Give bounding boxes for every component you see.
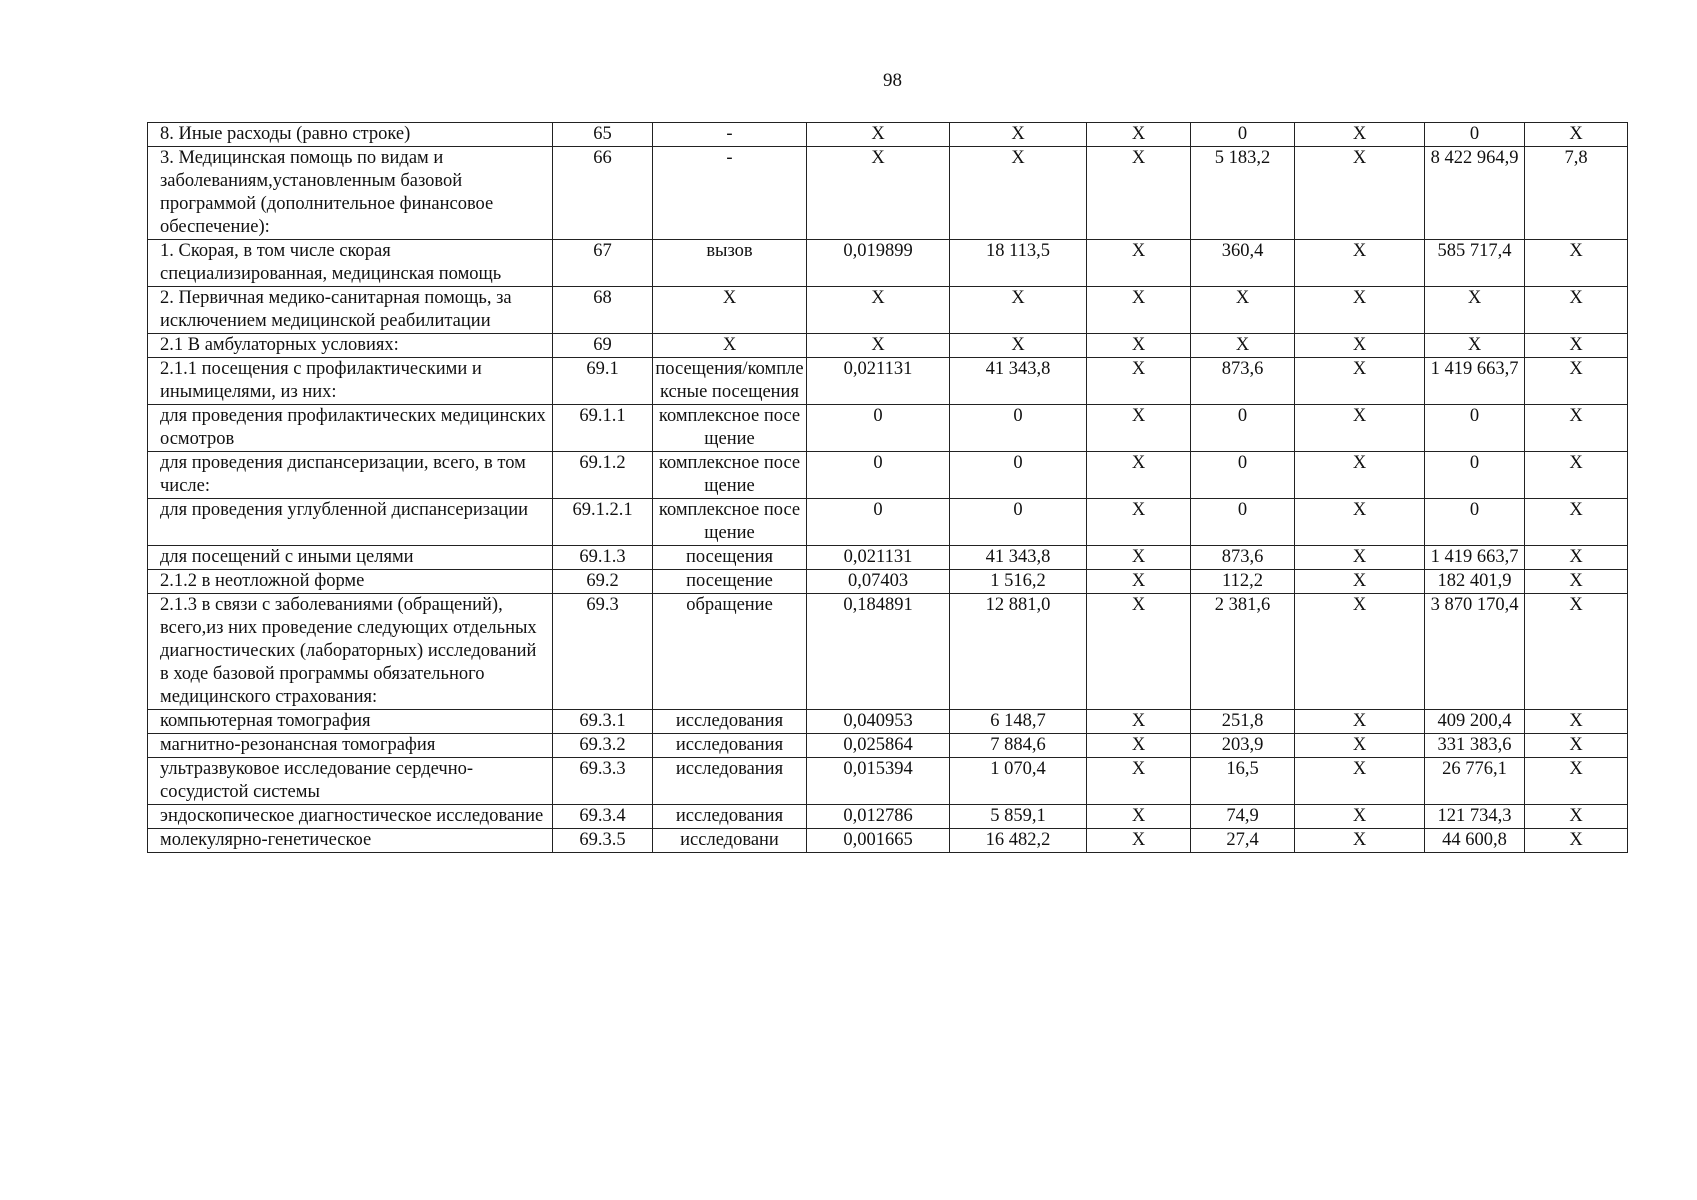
row-unit-cell: - [653, 123, 807, 147]
row-col8-cell: X [1295, 240, 1425, 287]
row-col10-cell: X [1525, 758, 1628, 805]
row-code-cell: 69.1 [553, 358, 653, 405]
row-unit-cell: X [653, 287, 807, 334]
row-col10-cell: 7,8 [1525, 147, 1628, 240]
row-col6-cell: X [1087, 123, 1191, 147]
row-code-cell: 67 [553, 240, 653, 287]
row-col10-cell: X [1525, 805, 1628, 829]
row-name-cell: 2.1.2 в неотложной форме [148, 570, 553, 594]
row-col7-cell: 5 183,2 [1191, 147, 1295, 240]
row-cost-cell: X [950, 287, 1087, 334]
row-code-cell: 69.3.5 [553, 829, 653, 853]
row-unit-cell: исследования [653, 758, 807, 805]
row-code-cell: 69.1.1 [553, 405, 653, 452]
row-col8-cell: X [1295, 405, 1425, 452]
row-unit-cell: комплексное посещение [653, 499, 807, 546]
row-col10-cell: X [1525, 405, 1628, 452]
row-col6-cell: X [1087, 240, 1191, 287]
row-volume-cell: 0,019899 [807, 240, 950, 287]
row-col9-cell: X [1425, 334, 1525, 358]
row-col6-cell: X [1087, 334, 1191, 358]
financing-table [147, 122, 1628, 853]
row-code-cell: 68 [553, 287, 653, 334]
row-col7-cell: 203,9 [1191, 734, 1295, 758]
row-col7-cell: 2 381,6 [1191, 594, 1295, 710]
row-cost-cell: 41 343,8 [950, 358, 1087, 405]
row-volume-cell: 0 [807, 405, 950, 452]
row-code-cell: 69 [553, 334, 653, 358]
row-col8-cell: X [1295, 334, 1425, 358]
row-name-cell: 1. Скорая, в том числе скорая специализированная, медицинская помощь [148, 240, 553, 287]
table-row [148, 594, 1628, 710]
row-unit-cell: исследования [653, 805, 807, 829]
row-col10-cell: X [1525, 334, 1628, 358]
row-name-cell: ультразвуковое исследование сердечно-сосудистой системы [148, 758, 553, 805]
row-unit-cell: комплексное посещение [653, 405, 807, 452]
row-cost-cell: 12 881,0 [950, 594, 1087, 710]
row-col7-cell: 873,6 [1191, 358, 1295, 405]
row-col7-cell: X [1191, 287, 1295, 334]
row-name-cell: для проведения углубленной диспансеризации [148, 499, 553, 546]
row-unit-cell: комплексное посещение [653, 452, 807, 499]
row-unit-cell: исследовани [653, 829, 807, 853]
table-row [148, 805, 1628, 829]
row-unit-cell: - [653, 147, 807, 240]
row-name-cell: 3. Медицинская помощь по видам и заболеваниям,установленным базовой программой (дополнительное финансовое обеспечение): [148, 147, 553, 240]
row-col8-cell: X [1295, 358, 1425, 405]
page-number: 98 [883, 70, 902, 91]
row-col9-cell: 1 419 663,7 [1425, 546, 1525, 570]
row-name-cell: для проведения диспансеризации, всего, в том числе: [148, 452, 553, 499]
row-code-cell: 66 [553, 147, 653, 240]
table-row [148, 829, 1628, 853]
row-col10-cell: X [1525, 594, 1628, 710]
row-volume-cell: 0,184891 [807, 594, 950, 710]
row-col10-cell: X [1525, 452, 1628, 499]
row-col9-cell: 0 [1425, 123, 1525, 147]
row-volume-cell: X [807, 334, 950, 358]
table-row [148, 287, 1628, 334]
row-col6-cell: X [1087, 452, 1191, 499]
row-cost-cell: 16 482,2 [950, 829, 1087, 853]
table-row [148, 546, 1628, 570]
row-cost-cell: 1 070,4 [950, 758, 1087, 805]
row-col6-cell: X [1087, 405, 1191, 452]
row-name-cell: 8. Иные расходы (равно строке) [148, 123, 553, 147]
row-col8-cell: X [1295, 829, 1425, 853]
row-col9-cell: 409 200,4 [1425, 710, 1525, 734]
row-cost-cell: 5 859,1 [950, 805, 1087, 829]
row-unit-cell: обращение [653, 594, 807, 710]
row-col6-cell: X [1087, 546, 1191, 570]
row-code-cell: 69.3.3 [553, 758, 653, 805]
row-cost-cell: X [950, 147, 1087, 240]
row-col6-cell: X [1087, 805, 1191, 829]
table-row [148, 570, 1628, 594]
row-col6-cell: X [1087, 147, 1191, 240]
table-row [148, 452, 1628, 499]
row-col9-cell: 3 870 170,4 [1425, 594, 1525, 710]
row-col7-cell: 112,2 [1191, 570, 1295, 594]
row-col6-cell: X [1087, 358, 1191, 405]
row-cost-cell: 7 884,6 [950, 734, 1087, 758]
row-col6-cell: X [1087, 499, 1191, 546]
row-volume-cell: 0 [807, 452, 950, 499]
row-col8-cell: X [1295, 287, 1425, 334]
row-col10-cell: X [1525, 710, 1628, 734]
row-col10-cell: X [1525, 570, 1628, 594]
table-row [148, 358, 1628, 405]
row-col8-cell: X [1295, 147, 1425, 240]
row-unit-cell: X [653, 334, 807, 358]
row-col8-cell: X [1295, 805, 1425, 829]
row-name-cell: 2. Первичная медико-санитарная помощь, за исключением медицинской реабилитации [148, 287, 553, 334]
row-name-cell: молекулярно-генетическое [148, 829, 553, 853]
row-col10-cell: X [1525, 123, 1628, 147]
row-code-cell: 69.3.1 [553, 710, 653, 734]
row-col9-cell: 331 383,6 [1425, 734, 1525, 758]
row-volume-cell: X [807, 287, 950, 334]
row-col8-cell: X [1295, 499, 1425, 546]
row-col9-cell: 8 422 964,9 [1425, 147, 1525, 240]
row-volume-cell: 0,040953 [807, 710, 950, 734]
row-volume-cell: X [807, 147, 950, 240]
row-name-cell: компьютерная томография [148, 710, 553, 734]
row-unit-cell: исследования [653, 710, 807, 734]
row-name-cell: эндоскопическое диагностическое исследование [148, 805, 553, 829]
row-name-cell: 2.1.1 посещения с профилактическими и инымицелями, из них: [148, 358, 553, 405]
row-code-cell: 69.2 [553, 570, 653, 594]
row-col10-cell: X [1525, 358, 1628, 405]
table-row [148, 710, 1628, 734]
row-col7-cell: 0 [1191, 452, 1295, 499]
row-col7-cell: 0 [1191, 123, 1295, 147]
row-col6-cell: X [1087, 287, 1191, 334]
row-volume-cell: X [807, 123, 950, 147]
row-code-cell: 69.1.2 [553, 452, 653, 499]
row-cost-cell: X [950, 123, 1087, 147]
row-name-cell: для посещений с иными целями [148, 546, 553, 570]
row-col8-cell: X [1295, 570, 1425, 594]
row-col7-cell: 16,5 [1191, 758, 1295, 805]
row-col9-cell: 585 717,4 [1425, 240, 1525, 287]
row-name-cell: для проведения профилактических медицинских осмотров [148, 405, 553, 452]
table-row [148, 123, 1628, 147]
row-col9-cell: 0 [1425, 499, 1525, 546]
row-col8-cell: X [1295, 710, 1425, 734]
row-unit-cell: посещение [653, 570, 807, 594]
row-col10-cell: X [1525, 546, 1628, 570]
row-col7-cell: 0 [1191, 499, 1295, 546]
row-volume-cell: 0,021131 [807, 358, 950, 405]
row-volume-cell: 0,07403 [807, 570, 950, 594]
row-col6-cell: X [1087, 734, 1191, 758]
row-cost-cell: 6 148,7 [950, 710, 1087, 734]
row-col7-cell: 360,4 [1191, 240, 1295, 287]
row-volume-cell: 0,025864 [807, 734, 950, 758]
row-cost-cell: 0 [950, 452, 1087, 499]
row-name-cell: магнитно-резонансная томография [148, 734, 553, 758]
row-col7-cell: 873,6 [1191, 546, 1295, 570]
row-col10-cell: X [1525, 287, 1628, 334]
row-col9-cell: 182 401,9 [1425, 570, 1525, 594]
row-col8-cell: X [1295, 546, 1425, 570]
row-code-cell: 69.3.2 [553, 734, 653, 758]
row-col6-cell: X [1087, 758, 1191, 805]
table-row [148, 405, 1628, 452]
table-row [148, 334, 1628, 358]
table-row [148, 758, 1628, 805]
row-volume-cell: 0,012786 [807, 805, 950, 829]
row-volume-cell: 0,021131 [807, 546, 950, 570]
row-volume-cell: 0 [807, 499, 950, 546]
row-cost-cell: 18 113,5 [950, 240, 1087, 287]
row-volume-cell: 0,001665 [807, 829, 950, 853]
row-col7-cell: 74,9 [1191, 805, 1295, 829]
row-col9-cell: X [1425, 287, 1525, 334]
row-unit-cell: вызов [653, 240, 807, 287]
row-col9-cell: 0 [1425, 452, 1525, 499]
row-name-cell: 2.1 В амбулаторных условиях: [148, 334, 553, 358]
table-row [148, 734, 1628, 758]
row-cost-cell: X [950, 334, 1087, 358]
row-volume-cell: 0,015394 [807, 758, 950, 805]
table-row [148, 499, 1628, 546]
row-col9-cell: 0 [1425, 405, 1525, 452]
row-code-cell: 65 [553, 123, 653, 147]
row-code-cell: 69.3.4 [553, 805, 653, 829]
row-name-cell: 2.1.3 в связи с заболеваниями (обращений), всего,из них проведение следующих отдельных диагностических (лабораторных) исследований в ходе базовой программы обязательного медицинского страхования: [148, 594, 553, 710]
row-col6-cell: X [1087, 570, 1191, 594]
row-col7-cell: 0 [1191, 405, 1295, 452]
row-col9-cell: 26 776,1 [1425, 758, 1525, 805]
row-col6-cell: X [1087, 829, 1191, 853]
row-col7-cell: 27,4 [1191, 829, 1295, 853]
row-col7-cell: 251,8 [1191, 710, 1295, 734]
row-col7-cell: X [1191, 334, 1295, 358]
row-col6-cell: X [1087, 594, 1191, 710]
row-col9-cell: 121 734,3 [1425, 805, 1525, 829]
table-body [148, 123, 1628, 853]
row-code-cell: 69.3 [553, 594, 653, 710]
row-code-cell: 69.1.3 [553, 546, 653, 570]
row-col8-cell: X [1295, 734, 1425, 758]
row-cost-cell: 1 516,2 [950, 570, 1087, 594]
row-unit-cell: посещения/комплексные посещения [653, 358, 807, 405]
row-unit-cell: исследования [653, 734, 807, 758]
row-col8-cell: X [1295, 758, 1425, 805]
row-col10-cell: X [1525, 829, 1628, 853]
row-col8-cell: X [1295, 452, 1425, 499]
row-col8-cell: X [1295, 123, 1425, 147]
row-col6-cell: X [1087, 710, 1191, 734]
row-col9-cell: 1 419 663,7 [1425, 358, 1525, 405]
row-col10-cell: X [1525, 499, 1628, 546]
row-col10-cell: X [1525, 734, 1628, 758]
table-row [148, 240, 1628, 287]
row-unit-cell: посещения [653, 546, 807, 570]
table-row [148, 147, 1628, 240]
row-cost-cell: 41 343,8 [950, 546, 1087, 570]
row-col8-cell: X [1295, 594, 1425, 710]
row-col10-cell: X [1525, 240, 1628, 287]
row-col9-cell: 44 600,8 [1425, 829, 1525, 853]
row-cost-cell: 0 [950, 499, 1087, 546]
row-cost-cell: 0 [950, 405, 1087, 452]
row-code-cell: 69.1.2.1 [553, 499, 653, 546]
